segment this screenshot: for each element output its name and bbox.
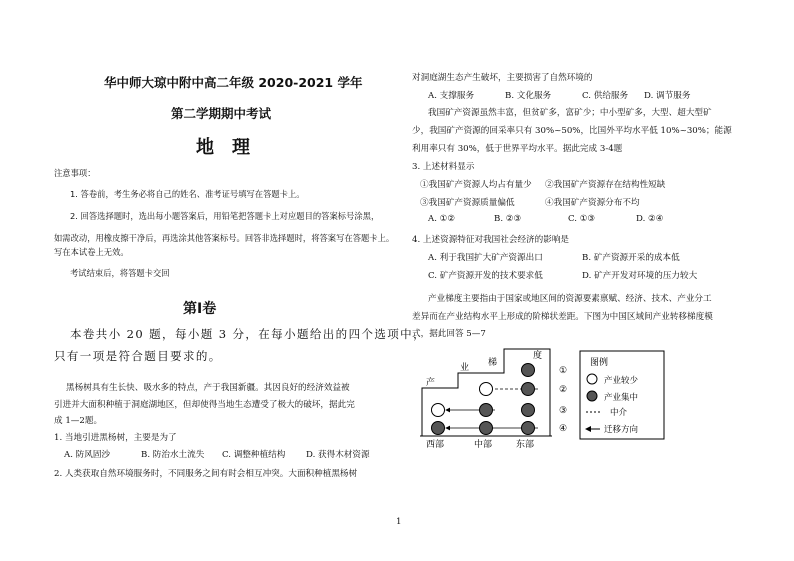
passage3-line3: 式，据此回答 5—7 xyxy=(412,329,486,339)
q2-option-a: A. 支撑服务 xyxy=(428,91,475,101)
notice-item-1: 1. 答卷前，考生务必将自己的姓名、准考证号填写在答题卡上。 xyxy=(70,189,305,199)
region-east: 东部 xyxy=(516,440,535,450)
q3-option-c: C. ①③ xyxy=(568,214,596,224)
q4-option-b: B. 矿产资源开采的成本低 xyxy=(582,253,680,263)
east-circle-4 xyxy=(522,422,535,435)
exam-title-line1: 华中师大琼中附中高二年级 2020-2021 学年 xyxy=(104,75,363,90)
passage2-line1: 我国矿产资源虽然丰富，但贫矿多，富矿少；中小型矿多，大型、超大型矿 xyxy=(428,108,712,118)
passage2-line2: 少，我国矿产资源的回采率只有 30%~50%，比国外平均水平低 10%~30%；能源 xyxy=(412,126,732,136)
q4-stem: 4. 上述资源特征对我国社会经济的影响是 xyxy=(412,235,570,245)
west-circles xyxy=(432,404,445,435)
q3-option-d: D. ②④ xyxy=(636,214,664,224)
q2-stem-b: 对洞庭湖生态产生破坏，主要损害了自然环境的 xyxy=(412,73,593,83)
q3-option-b: B. ②③ xyxy=(494,214,522,224)
central-circles xyxy=(480,383,493,435)
east-circle-3 xyxy=(522,404,535,417)
q2-option-d: D. 调节服务 xyxy=(644,91,691,101)
figure-legend xyxy=(580,351,664,439)
q1-option-d: D. 获得木材资源 xyxy=(306,450,370,460)
east-circle-1 xyxy=(522,364,535,377)
q3-statement-3: ③我国矿产资源质量偏低 xyxy=(420,198,515,208)
stair-label-4: 度 xyxy=(533,351,543,361)
legend-item-concentrated: 产业集中 xyxy=(604,393,639,403)
west-circle-3 xyxy=(432,404,445,417)
passage3-line1: 产业梯度主要指由于国家或地区间的资源要素禀赋、经济、技术、产业分工 xyxy=(428,294,712,304)
legend-item-migration: 迁移方向 xyxy=(604,425,639,435)
central-circle-4 xyxy=(480,422,493,435)
exam-title-line2: 第二学期期中考试 xyxy=(171,106,272,121)
q4-option-c: C. 矿产资源开发的技术要求低 xyxy=(428,271,543,281)
q4-option-d: D. 矿产开发对环境的压力较大 xyxy=(582,271,698,281)
q3-statement-1: ①我国矿产资源人均占有量少 xyxy=(420,180,532,190)
row-number-4: ④ xyxy=(559,424,568,434)
q1-option-b: B. 防治水土流失 xyxy=(141,450,205,460)
q3-statement-2: ②我国矿产资源存在结构性短缺 xyxy=(545,180,666,190)
row-number-1: ① xyxy=(559,366,568,376)
q1-option-c: C. 调整种植结构 xyxy=(222,450,286,460)
q3-option-a: A. ①② xyxy=(428,214,456,224)
notice-item-3: 考试结束后，将答题卡交回 xyxy=(70,268,170,278)
notice-heading: 注意事项： xyxy=(54,168,96,178)
west-circle-4 xyxy=(432,422,445,435)
passage3-line2: 差异而在产业结构水平上形成的阶梯状差距。下图为中国区域间产业转移梯度模 xyxy=(412,312,713,322)
central-circle-2 xyxy=(480,383,493,396)
q1-stem: 1. 当地引进黑杨树，主要是为了 xyxy=(54,433,177,443)
region-west: 西部 xyxy=(426,440,445,450)
central-circle-3 xyxy=(480,404,493,417)
passage1-line2: 引进并大面积种植于洞庭湖地区，但却使得当地生态遭受了极大的破坏，据此完 xyxy=(54,400,355,410)
region-central: 中部 xyxy=(474,440,493,450)
q2-stem-a: 2. 人类获取自然环境服务时，不同服务之间有时会相互冲突。大面积种植黑杨树 xyxy=(54,469,358,479)
subject-title: 地理 xyxy=(196,137,268,158)
volume-instruction-a: 本卷共小 20 题，每小题 3 分，在每小题给出的四个选项中， xyxy=(70,327,426,341)
stair-label-1: 产 xyxy=(426,378,436,388)
legend-filled-circle-icon xyxy=(587,391,597,401)
volume-instruction-b: 只有一项是符合题目要求的。 xyxy=(54,349,222,363)
legend-item-few: 产业较少 xyxy=(604,376,639,386)
row-number-2: ② xyxy=(559,385,568,395)
stair-label-2: 业 xyxy=(460,363,470,373)
industry-gradient-figure xyxy=(420,343,670,451)
notice-item-2c: 写在本试卷上无效。 xyxy=(54,247,129,257)
passage2-line3: 利用率只有 30%，低于世界平均水平。据此完成 3-4题 xyxy=(412,144,623,154)
notice-item-2b: 如需改动，用橡皮擦干净后，再选涂其他答案标号。回答非选择题时，将答案写在答题卡上。 xyxy=(54,233,395,243)
volume-title: 第Ⅰ卷 xyxy=(183,301,217,317)
legend-item-intermediary: 中介 xyxy=(610,408,628,418)
page-number: 1 xyxy=(396,517,402,527)
q4-option-a: A. 利于我国扩大矿产资源出口 xyxy=(428,253,543,263)
legend-open-circle-icon xyxy=(587,374,597,384)
row-number-3: ③ xyxy=(559,406,568,416)
notice-item-2a: 2. 回答选择题时，选出每小题答案后，用铅笔把答题卡上对应题目的答案标号涂黑， xyxy=(70,211,380,221)
q1-option-a: A. 防风固沙 xyxy=(64,450,111,460)
q3-statement-4: ④我国矿产资源分布不均 xyxy=(545,198,640,208)
q3-stem: 3. 上述材料显示 xyxy=(412,162,475,172)
passage1-line1: 黑杨树具有生长快、吸水多的特点，产于我国新疆。其因良好的经济效益被 xyxy=(66,383,350,393)
east-circles xyxy=(522,364,535,435)
q2-option-c: C. 供给服务 xyxy=(582,91,629,101)
q2-option-b: B. 文化服务 xyxy=(505,91,552,101)
passage1-line3: 成 1—2题。 xyxy=(54,416,103,426)
stair-label-3: 梯 xyxy=(488,358,498,368)
legend-title: 图例 xyxy=(590,358,609,368)
east-circle-2 xyxy=(522,383,535,396)
